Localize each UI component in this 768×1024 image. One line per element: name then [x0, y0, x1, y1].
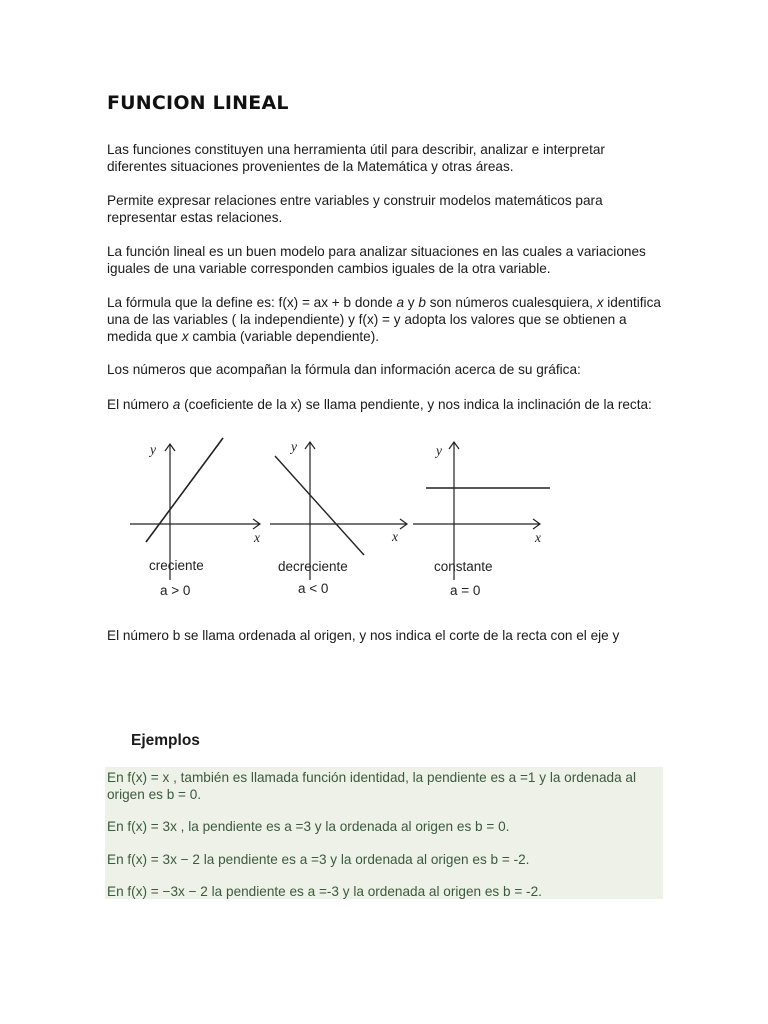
var-x: x — [596, 295, 604, 310]
slope-graphs — [120, 430, 560, 605]
graph-name-creciente: creciente — [149, 558, 204, 573]
paragraph-intercept: El número b se llama ordenada al origen, y nos indica el corte de la recta con el eje y — [107, 628, 620, 643]
slope-graphs-svg — [120, 430, 560, 605]
example-item: En f(x) = 3x , la pendiente es a =3 y la ordenada al origen es b = 0. — [107, 819, 510, 834]
examples-heading: Ejemplos — [131, 732, 200, 749]
line-creciente — [146, 438, 223, 542]
formula-text: identifica una de las variables ( la independiente) y f(x) = y adopta los valores que se obtienen a medida que — [107, 295, 661, 344]
x-label-decreciente: x — [392, 529, 398, 544]
var-a: a — [396, 295, 404, 310]
paragraph-slope — [107, 396, 667, 413]
paragraph-intro: Las funciones constituyen una herramienta útil para describir, analizar e interpretar diferentes situaciones provenientes de la Matemática y otras áreas. — [107, 142, 605, 174]
line-decreciente — [275, 456, 364, 555]
formula-text: son números cualesquiera, — [425, 295, 597, 310]
y-label-creciente: y — [150, 442, 156, 457]
var-x: x — [181, 329, 189, 344]
var-b: b — [418, 295, 426, 310]
example-item: En f(x) = 3x − 2 la pendiente es a =3 y la ordenada al origen es b = -2. — [107, 852, 530, 867]
example-item: En f(x) = x , también es llamada función identidad, la pendiente es a =1 y la ordenada al origen es b = 0. — [107, 770, 636, 802]
formula-text: cambia (variable dependiente). — [188, 329, 380, 344]
formula-text: y — [404, 295, 419, 310]
graph-condition-creciente: a > 0 — [160, 583, 191, 598]
page-title: FUNCION LINEAL — [107, 92, 289, 114]
y-label-constante: y — [436, 443, 442, 458]
paragraph-formula — [107, 294, 667, 345]
y-label-decreciente: y — [291, 439, 297, 454]
graph-name-constante: constante — [434, 559, 493, 574]
graph-condition-constante: a = 0 — [450, 583, 481, 598]
paragraph-linear-model: La función lineal es un buen modelo para analizar situaciones en las cuales a variaciones iguales de una variable corresponden cambios iguales de la otra variable. — [107, 244, 646, 276]
paragraph-numbers: Los números que acompañan la fórmula dan información acerca de su gráfica: — [107, 362, 581, 377]
slope-text: (coeficiente de la x) se llama pendiente, y nos indica la inclinación de la recta: — [180, 397, 652, 412]
slope-text: El número — [107, 397, 173, 412]
graph-condition-decreciente: a < 0 — [298, 581, 329, 596]
example-item: En f(x) = −3x − 2 la pendiente es a =-3 y la ordenada al origen es b = -2. — [107, 884, 542, 899]
x-label-creciente: x — [254, 530, 260, 545]
x-label-constante: x — [535, 530, 541, 545]
formula-text: La fórmula que la define es: f(x) = ax + b donde — [107, 295, 397, 310]
graph-name-decreciente: decreciente — [278, 559, 348, 574]
var-a: a — [172, 397, 181, 412]
paragraph-relations: Permite expresar relaciones entre variables y construir modelos matemáticos para representar estas relaciones. — [107, 193, 603, 225]
